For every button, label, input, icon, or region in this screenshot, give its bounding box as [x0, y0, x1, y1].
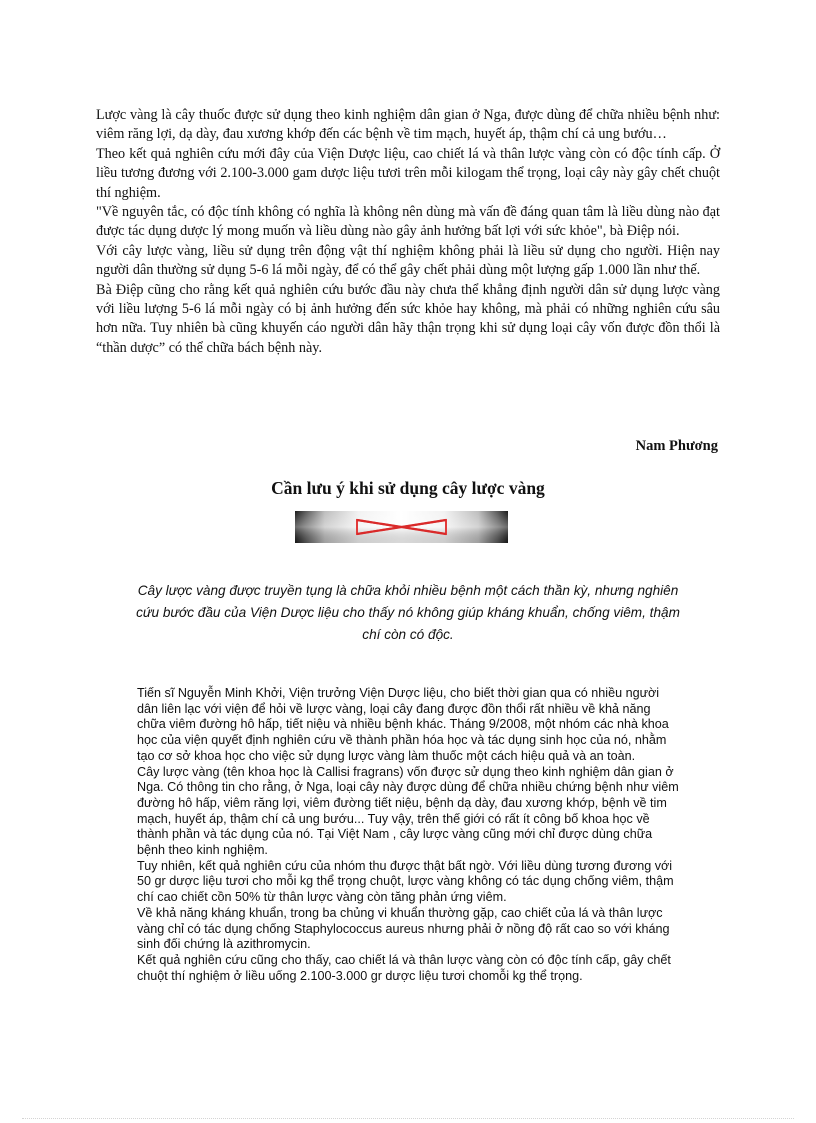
paragraph: Về khả năng kháng khuẩn, trong ba chủng vi khuẩn thường gặp, cao chiết của lá và thân lược vàng chỉ có tác dụng chống Staphylococcus aureus nhưng phải ở nồng độ rất cao so với kháng sinh đối chứng là azithromycin.: [137, 905, 670, 952]
paragraph: Tuy nhiên, kết quả nghiên cứu của nhóm thu được thật bất ngờ. Với liều dùng tương đương với 50 gr dược liệu tươi cho mỗi kg thể trọng chuột, lược vàng không có tác dụng chống viêm, thậm chí cao chiết cồn 50% từ thân lược vàng còn tăng phản ứng viêm.: [137, 858, 674, 905]
page-bottom-divider: [22, 1118, 794, 1119]
paragraph: Lược vàng là cây thuốc được sử dụng theo kinh nghiệm dân gian ở Nga, được dùng để chữa nhiều bệnh như: viêm răng lợi, dạ dày, đau xương khớp đến các bệnh về tim mạch, huyết áp, thậm chí cả ung bướu…: [96, 107, 720, 143]
article-title: Cần lưu ý khi sử dụng cây lược vàng: [271, 478, 545, 498]
paragraph: Với cây lược vàng, liều sử dụng trên động vật thí nghiệm không phải là liều sử dụng cho người. Hiện nay người dân thường sử dụng 5-6 lá mỗi ngày, để có thể gây chết phải dùng một lượng gấp 1.000 lần như thế.: [96, 242, 720, 279]
paragraph: Theo kết quả nghiên cứu mới đây của Viện Dược liệu, cao chiết lá và thân lược vàng còn có độc tính cấp. Ở liều tương đương với 2.100-3.000 gam dược liệu tươi trên mỗi kilogam thể trọng, loại cây này gây chết chuột thí nghiệm.: [96, 145, 720, 201]
article-lead: Cây lược vàng được truyền tụng là chữa khỏi nhiều bệnh một cách thần kỳ, nhưng nghiên cứu bước đầu của Viện Dược liệu cho thấy nó không giúp kháng khuẩn, chống viêm, thậm chí còn có độc.: [136, 583, 680, 642]
paragraph: Bà Điệp cũng cho rằng kết quả nghiên cứu bước đầu này chưa thể khẳng định người dân sử dụng lược vàng với liều lượng 5-6 lá mỗi ngày có bị ảnh hưởng đến sức khỏe hay không, mà phải có những nghiên cứu sâu hơn nữa. Tuy nhiên bà cũng khuyến cáo người dân hãy thận trọng khi sử dụng loại cây vốn được đồn thổi là “thần dược” có thể chữa bách bệnh này.: [96, 281, 720, 356]
author-byline: Nam Phương: [635, 438, 718, 454]
decorative-banner-image: [295, 511, 508, 543]
article-body: [137, 686, 682, 984]
article-body: [96, 106, 720, 358]
paragraph: Kết quả nghiên cứu cũng cho thấy, cao chiết lá và thân lược vàng còn có độc tính cấp, gây chết chuột thí nghiệm ở liều uống 2.100-3.000 gr dược liệu tươi chomỗi kg thể trọng.: [137, 952, 671, 983]
paragraph: Tiến sĩ Nguyễn Minh Khởi, Viện trưởng Viện Dược liệu, cho biết thời gian qua có nhiều người dân liên lạc với viện để hỏi về lược vàng, loại cây đang được đồn thổi rất nhiều về khả năng chữa viêm đường hô hấp, tiết niệu và nhiều bệnh khác. Tháng 9/2008, một nhóm các nhà khoa học của viện quyết định nghiên cứu về thành phần hóa học và tác dụng sinh học của nó, nhằm tạo cơ sở khoa học cho việc sử dụng lược vàng làm thuốc một cách hiệu quả và an toàn.: [137, 686, 669, 763]
paragraph: "Về nguyên tắc, có độc tính không có nghĩa là không nên dùng mà vấn đề đáng quan tâm là liều dùng nào đạt được tác dụng dược lý mong muốn và liều dùng nào gây ảnh hưởng bất lợi với sức khỏe", bà Điệp nói.: [96, 204, 720, 240]
paragraph: Cây lược vàng (tên khoa học là Callisi fragrans) vốn được sử dụng theo kinh nghiệm dân gian ở Nga. Có thông tin cho rằng, ở Nga, loại cây này được dùng để chữa nhiều chứng bệnh như viêm đường hô hấp, viêm răng lợi, viêm đường tiết niệu, bệnh dạ dày, đau xương khớp, bệnh về tim mạch, huyết áp, thậm chí cả ung bướu... Tuy vậy, trên thế giới có rất ít công bố khoa học về thành phần và tác dụng của nó. Tại Việt Nam , cây lược vàng cũng mới chỉ được dùng chữa bệnh theo kinh nghiệm.: [137, 764, 679, 858]
